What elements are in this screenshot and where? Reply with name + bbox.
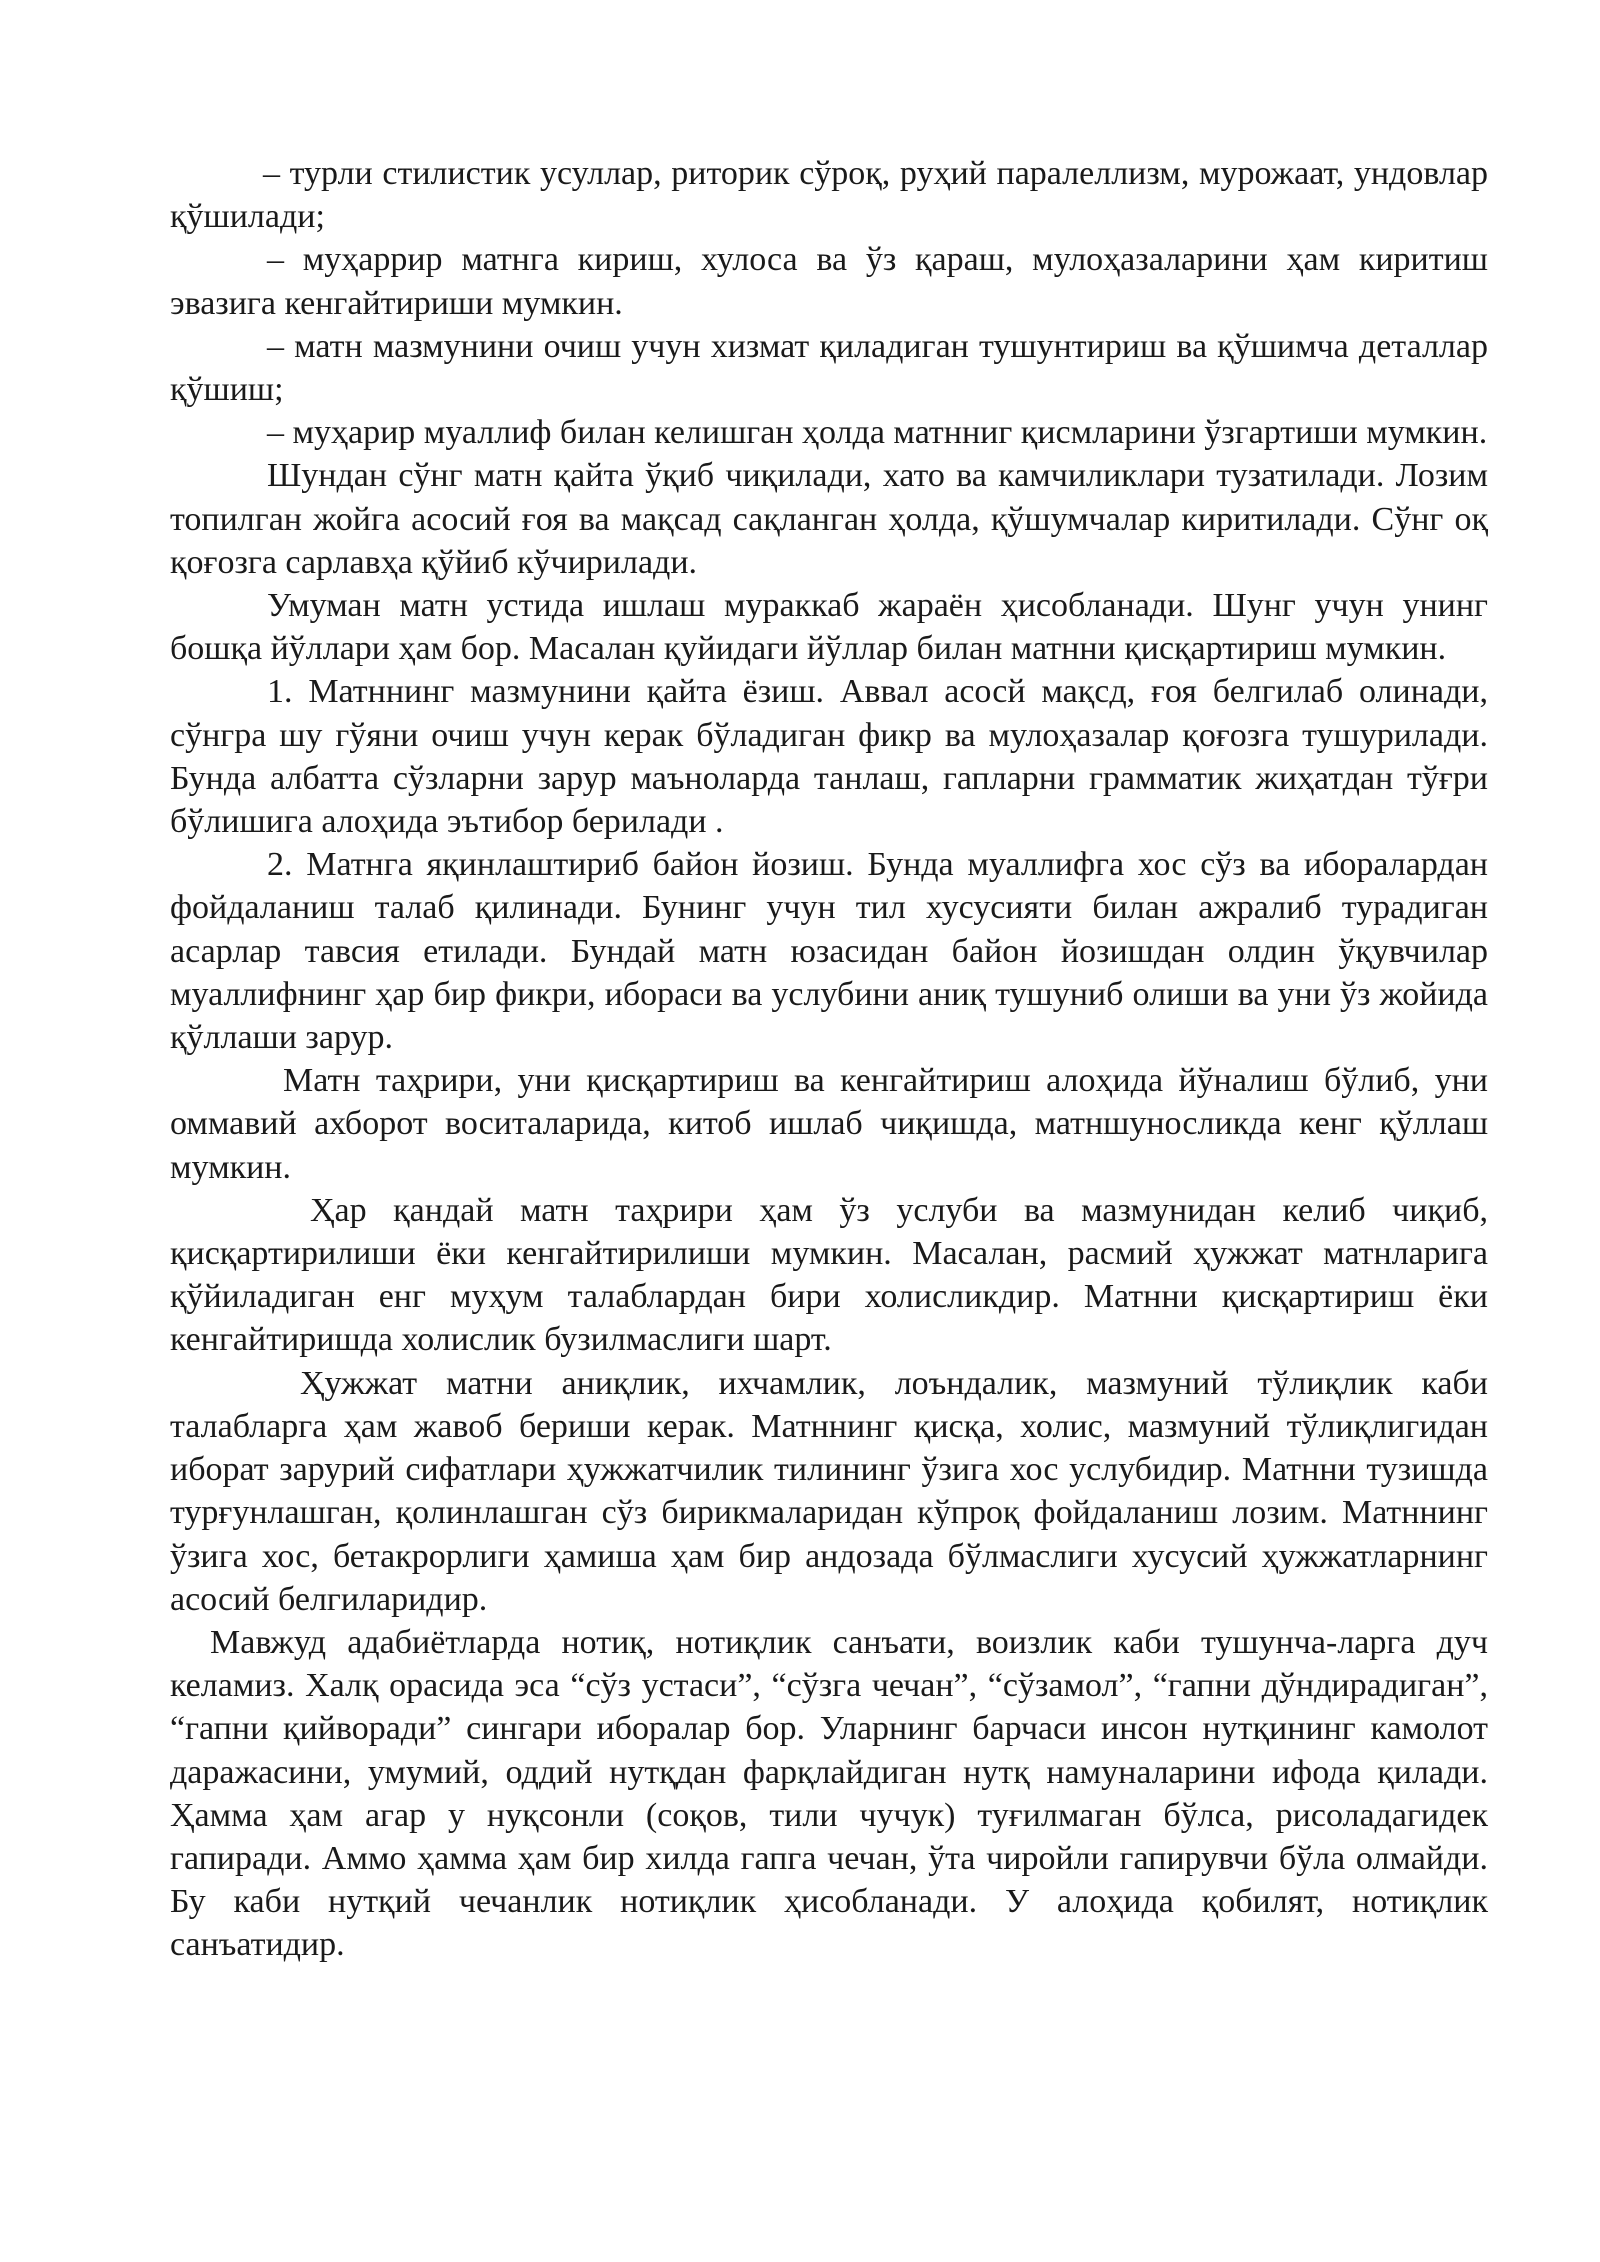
paragraph-list-item-1: – турли стилистик усуллар, риторик сўроқ, руҳий паралеллизм, мурожаат, ундовлар қўшилади;: [170, 155, 1488, 236]
paragraph-text-editing: Матн таҳрири, уни қисқартириш ва кенгайтириш алоҳида йўналиш бўлиб, уни оммавий ахборот воситаларида, китоб ишлаб чиқишда, матншуносликда кенг қўллаш мумкин.: [170, 1062, 1488, 1186]
paragraph-numbered-1: 1. Матннинг мазмунини қайта ёзиш. Аввал асосй мақсд, ғоя белгилаб олинади, сўнгра шу гўяни очиш учун керак бўладиган фикр ва мулоҳазалар қоғозга тушурилади. Бунда албатта сўзларни зарур маъноларда танлаш, гапларни грамматик жиҳатдан тўғри бўлишига алоҳида эътибор берилади .: [170, 673, 1488, 841]
paragraph-editing-steps: Шундан сўнг матн қайта ўқиб чиқилади, хато ва камчиликлари тузатилади. Лозим топилган жойга асосий ғоя ва мақсад сақланган ҳолда, қўшумчалар киритилади. Сўнг оқ қоғозга сарлавҳа қўйиб кўчирилади.: [170, 457, 1488, 581]
paragraph-numbered-2: 2. Матнга яқинлаштириб байон йозиш. Бунда муаллифга хос сўз ва ибoралардан фойдаланиш талаб қилинади. Бунинг учун тил хусусияти билан ажралиб турадиган асарлар тавсия етилади. Бундай матн юзасидан байон йозишдан олдин ўқувчилар муаллифнинг ҳар бир фикри, ибораси ва услубини аниқ тушуниб олиши ва уни ўз жойида қўллаши зарур.: [170, 846, 1488, 1057]
paragraph-list-item-3: – матн мазмунини очиш учун хизмат қиладиган тушунтириш ва қўшимча деталлар қўшиш;: [170, 327, 1488, 409]
paragraph-document-requirements: Ҳужжат матни аниқлик, ихчамлик, лоъндалик, мазмуний тўлиқлик каби талабларга ҳам жавоб бериши керак. Матннинг қисқа, холис, мазмуний тўлиқлигидан иборат зарурий сифатлари ҳужжатчилик тилининг ўзига хос услубидир. Матнни тузишда турғунлашган, қолинлашган сўз бирикмаларидан кўпроқ фойдаланиш лозим. Матннинг ўзига хос, бетакрорлиги ҳамиша ҳам бир андозада бўлмаслиги хусусий ҳужжатларнинг асосий белгиларидир.: [170, 1364, 1488, 1618]
document-page: [170, 152, 1488, 1967]
paragraph-oratory: Мавжуд адабиётларда нотиқ, нотиқлик санъати, воизлик каби тушунча-ларга дуч келамиз. Халқ орасида эса “сўз устаси”, “сўзга чечан”, “сўзамол”, “гапни дўндирадиган”, “гапни қийворади” сингари иборалар бор. Уларнинг барчаси инсон нутқининг камолот даражасини, умумий, оддий нутқдан фарқлайдиган нутқ намуналарини ифода қилади. Ҳамма ҳам агар у нуқсонли (соқов, тили чучук) туғилмаган бўлса, рисоладагидек гапиради. Аммо ҳамма ҳам бир хилда гапга чечан, ўта чиройли гапирувчи бўла олмайди. Бу каби нутқий чечанлик нотиқлик ҳисобланади. У алоҳида қобилят, нотиқлик санъатидир.: [170, 1623, 1488, 1964]
paragraph-official-documents: Ҳар қандай матн таҳрири ҳам ўз услуби ва мазмунидан келиб чиқиб, қисқартирилиши ёки кенгайтирилиши мумкин. Масалан, расмий ҳужжат матнларига қўйиладиган енг муҳум талаблардан бири холисликдир. Матнни қисқартириш ёки кенгайтиришда холислик бузилмаслиги шарт.: [170, 1191, 1488, 1359]
paragraph-list-item-2: – муҳаррир матнга кириш, хулоса ва ўз қараш, мулоҳазаларини ҳам киритиш эвазига кенгайтириши мумкин.: [170, 241, 1488, 322]
paragraph-text-work: Умуман матн устида ишлаш мураккаб жараён ҳисобланади. Шунг учун унинг бошқа йўллари ҳам бор. Масалан қуйидаги йўллар билан матнни қисқартириш мумкин.: [170, 587, 1488, 668]
paragraph-list-item-4: – муҳарир муаллиф билан келишган ҳолда матнниг қисмларини ўзгартиши мумкин.: [267, 414, 1488, 452]
